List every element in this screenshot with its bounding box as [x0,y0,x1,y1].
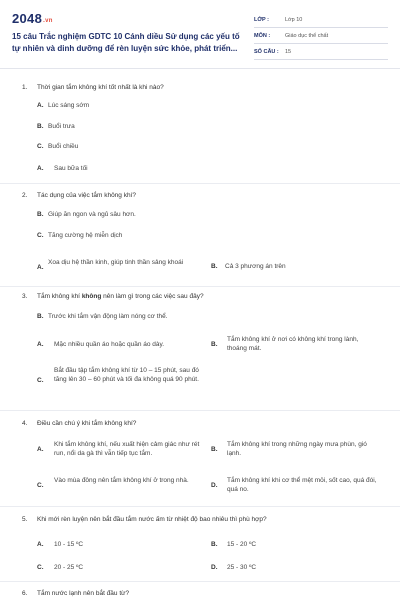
question-text: Tắm nước lạnh nên bắt đầu từ? [37,590,130,597]
option-text: Tăng cường hệ miễn dịch [48,232,123,239]
meta-value: 15 [285,48,292,55]
logo-suffix: .vn [43,18,53,24]
question-number: 5. [22,516,28,523]
option-letter: A. [37,446,44,453]
option-text: Lúc sáng sớm [48,102,90,109]
option-text: Xoa dịu hệ thần kinh, giúp tinh thần sảng khoái [48,259,184,266]
question-number: 4. [22,420,28,427]
option-text: 25 - 30 ºC [227,564,257,571]
logo-main: 2048 [12,11,43,26]
option-letter: A. [37,102,44,109]
option-letter: C. [37,482,44,489]
option-letter: B. [211,341,218,348]
question-divider [0,183,400,184]
option-letter: B. [37,211,44,218]
option-text: Cả 3 phương án trên [225,263,286,270]
question-number: 2. [22,192,28,199]
option-text: Vào mùa đông nên tắm không khí ở trong nhà. [54,477,189,484]
site-logo[interactable] [12,11,53,26]
meta-value: Lớp 10 [285,16,303,23]
meta-row-grade [254,12,388,28]
option-letter: B. [211,446,218,453]
option-text: Tắm không khí khi cơ thể mệt mỏi, sốt cao, quá đói, quá no. [227,477,377,493]
header-divider [0,68,400,69]
question-text: Khi mới rèn luyện nên bắt đầu tắm nước ấm từ nhiệt độ bao nhiêu thì phù hợp? [37,516,267,523]
question-number: 6. [22,590,28,597]
question-3 [0,293,400,303]
question-2 [0,192,400,202]
option-text: Bắt đầu tập tắm không khí từ 10 – 15 phút, sau đó tăng lên 30 – 60 phút và tối đa không quá 90 phút. [54,367,199,383]
question-text-start: Tắm không khí [37,293,82,300]
option-text: 20 - 25 ºC [54,564,84,571]
option-letter: B. [211,541,218,548]
option-letter: A. [37,165,44,172]
option-letter: C. [37,564,44,571]
question-4 [0,420,400,430]
option-text: Sau bữa tối [54,165,88,172]
meta-row-subject [254,28,388,44]
meta-key: SỐ CÂU : [254,48,279,55]
meta-key: LỚP : [254,16,269,23]
option-text: Giúp ăn ngon và ngủ sâu hơn. [48,211,136,218]
option-letter: A. [37,341,44,348]
option-text: Khi tắm không khí, nếu xuất hiện cảm giác như rét run, nổi da gà thì vẫn tiếp tục tắm. [54,441,200,457]
option-text: 10 - 15 ºC [54,541,84,548]
option-text: Tắm không khí ở nơi có không khí trong lành, thoáng mát. [227,336,359,352]
question-text: Tác dụng của việc tắm không khí? [37,192,137,199]
option-letter: C. [37,143,44,150]
question-divider [0,506,400,507]
question-5 [0,516,400,526]
option-letter: C. [37,232,44,239]
meta-value: Giáo dục thể chất [285,32,329,39]
option-letter: D. [211,564,218,571]
question-text-end: nên làm gì trong các việc sau đây? [101,293,204,300]
question-text-emphasis: không [81,293,102,300]
question-divider [0,410,400,411]
question-number: 1. [22,84,28,91]
meta-key: MÔN : [254,32,271,39]
option-text: Buổi trưa [48,123,75,130]
question-text: Điều cần chú ý khi tắm không khí? [37,420,137,427]
option-letter: C. [37,377,44,384]
option-text: Trước khi tắm vận động làm nóng cơ thể. [48,313,168,320]
question-text [37,293,204,300]
page-header [0,0,400,68]
option-text: 15 - 20 ºC [227,541,257,548]
option-letter: A. [37,264,44,271]
option-text: Mặc nhiều quần áo hoặc quần áo dày. [54,341,165,348]
question-text: Thời gian tắm không khí tốt nhất là khi nào? [37,84,164,91]
option-text: Buổi chiều [48,143,79,150]
option-text: Tắm không khí trong những ngày mưa phùn, gió lạnh. [227,441,367,457]
option-letter: A. [37,541,44,548]
question-6 [0,590,400,600]
document-meta [254,12,388,60]
option-letter: B. [37,123,44,130]
document-title: 15 câu Trắc nghiệm GDTC 10 Cánh diều Sử dụng các yếu tố tự nhiên và dinh dưỡng để rèn luyện sức khỏe, phát triển... [12,32,240,53]
meta-row-count [254,44,388,60]
question-number: 3. [22,293,28,300]
option-letter: B. [211,263,218,270]
option-letter: B. [37,313,44,320]
question-divider [0,581,400,582]
question-divider [0,286,400,287]
option-letter: D. [211,482,218,489]
